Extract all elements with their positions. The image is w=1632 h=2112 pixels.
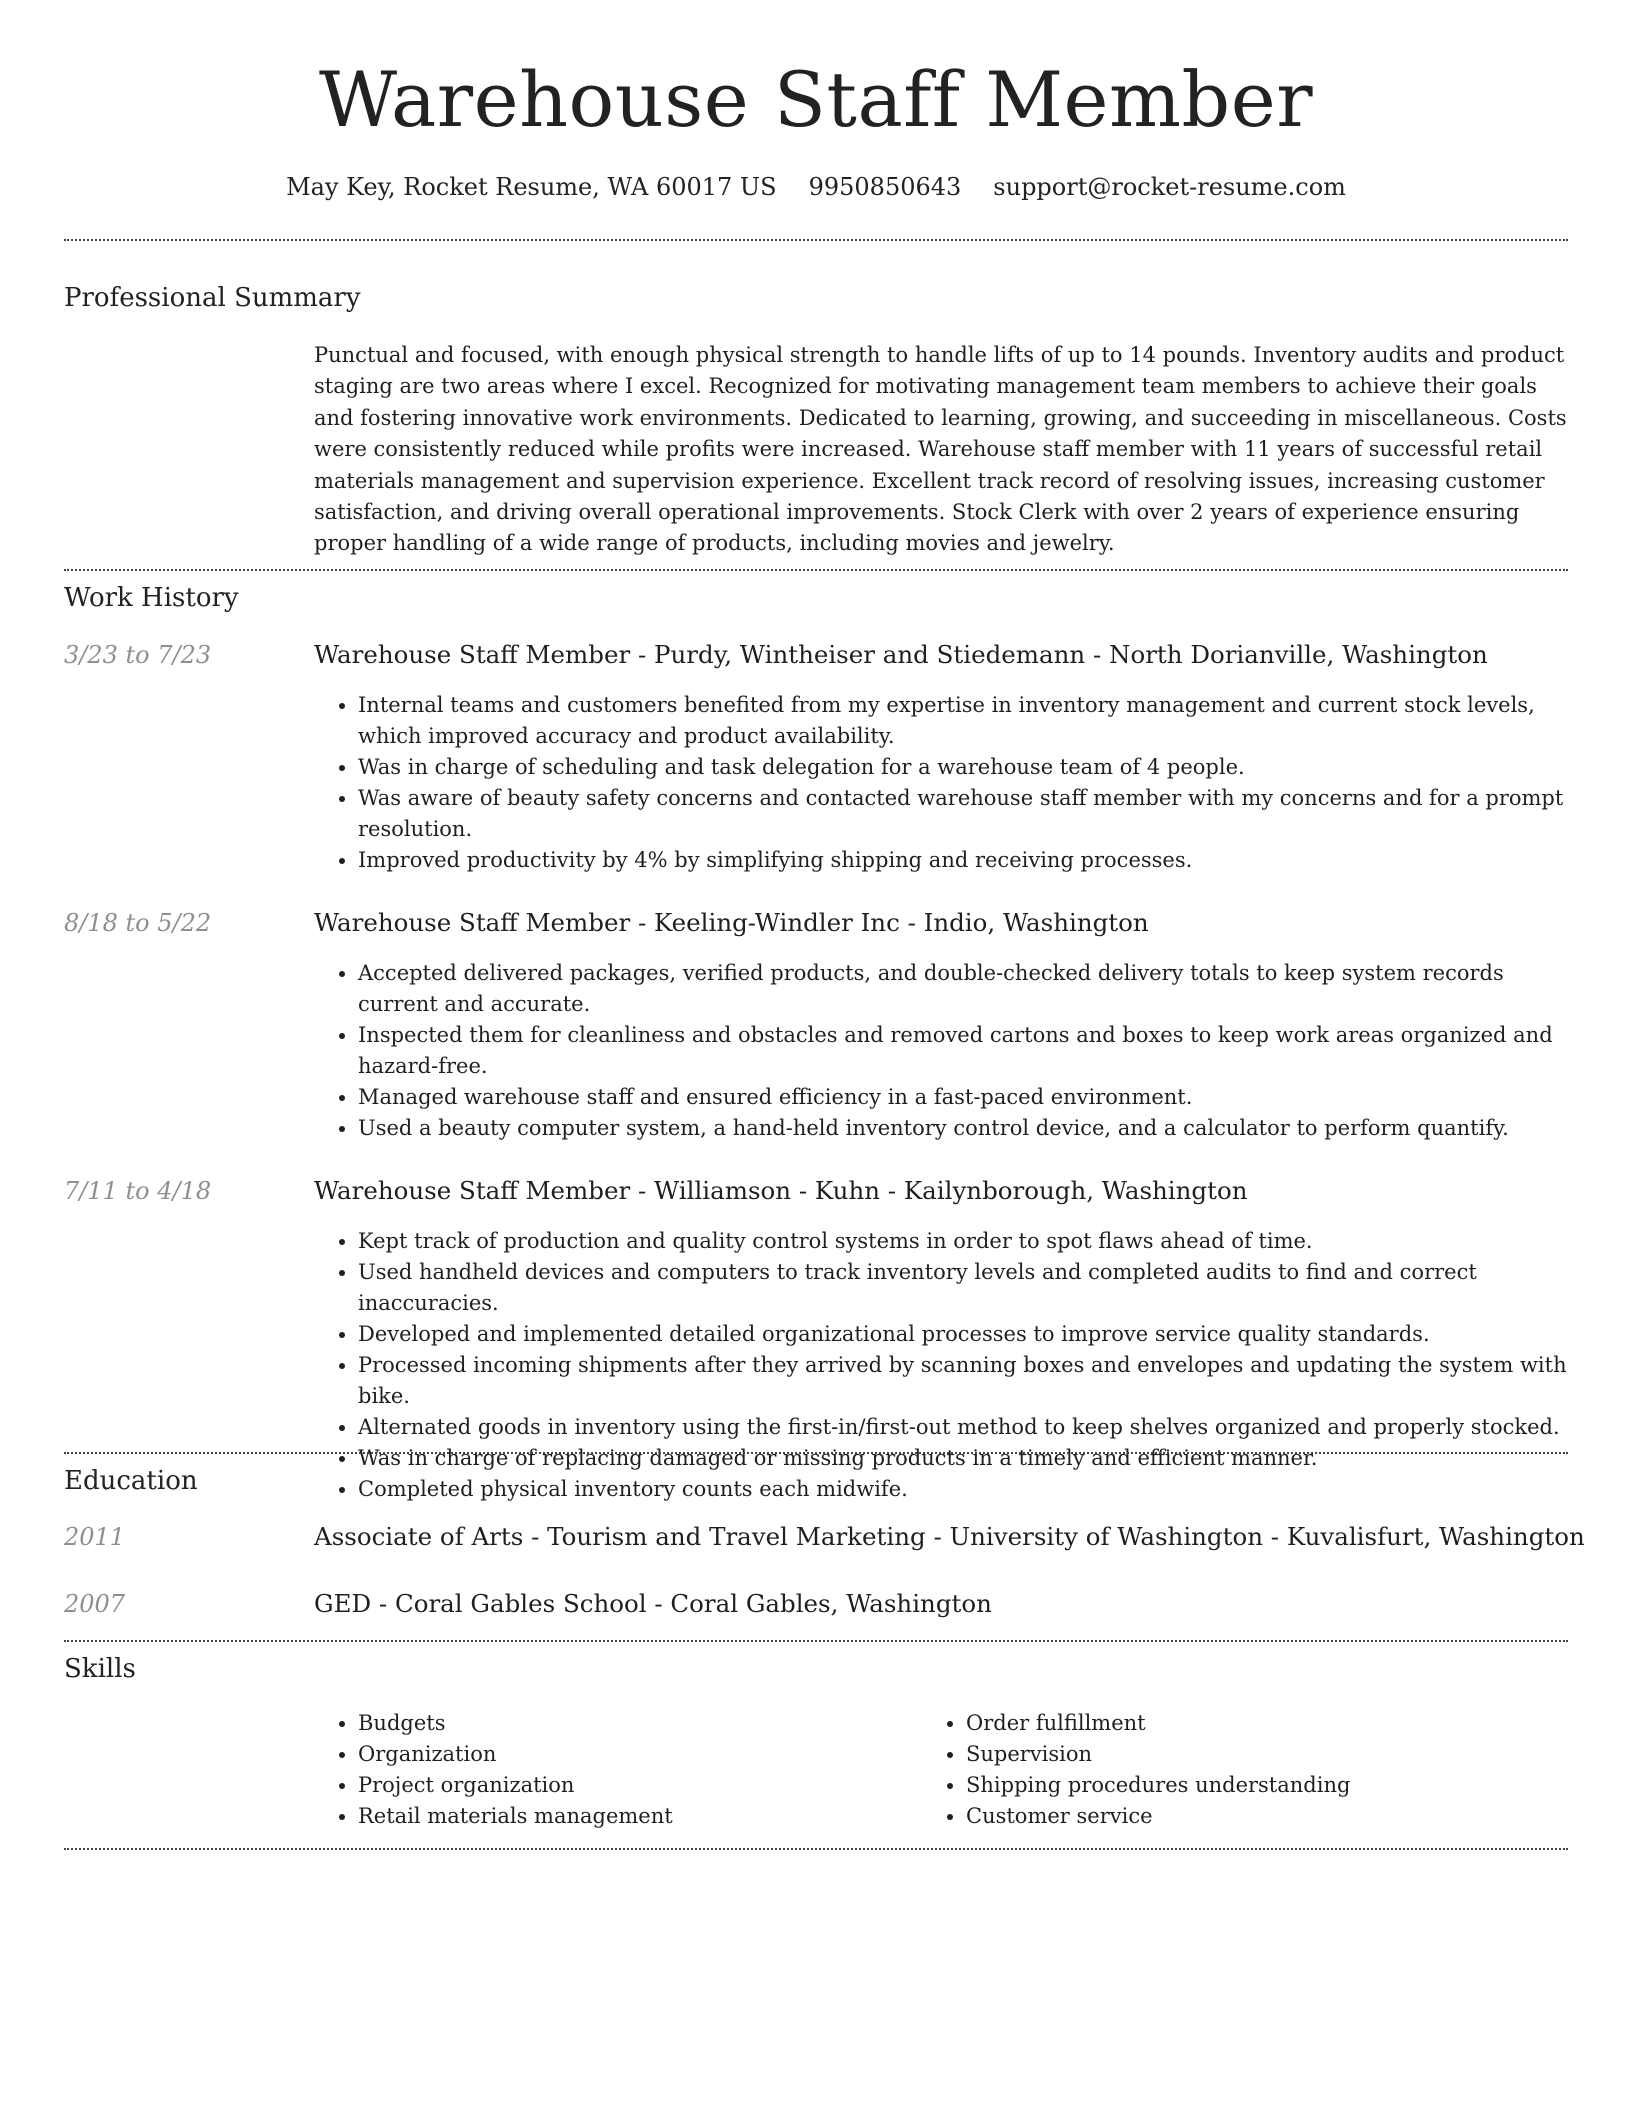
contact-email: support@rocket-resume.com <box>993 173 1346 201</box>
education-year: 2011 <box>64 1523 126 1551</box>
job-bullet: • Accepted delivered packages, verified products, and double-checked delivery totals to keep system records current and accurate. <box>358 958 1570 1020</box>
job-dates: 7/11 to 4/18 <box>64 1177 212 1205</box>
job-bullet: • Was in charge of replacing damaged or missing products in a timely and efficient manner. <box>358 1443 1570 1474</box>
job-title: Warehouse Staff Member - Keeling-Windler Inc - Indio, Washington <box>314 908 1149 937</box>
skill-item: • Shipping procedures understanding <box>966 1770 1522 1801</box>
job-title: Warehouse Staff Member - Williamson - Kuhn - Kailynborough, Washington <box>314 1176 1248 1205</box>
job-bullet: • Was in charge of scheduling and task delegation for a warehouse team of 4 people. <box>358 752 1570 783</box>
job-bullets <box>314 958 1570 1144</box>
section-divider <box>64 239 1568 241</box>
job-bullets <box>314 690 1570 876</box>
education-year: 2007 <box>64 1590 126 1618</box>
job-dates: 3/23 to 7/23 <box>64 641 212 669</box>
summary-text: Punctual and focused, with enough physical strength to handle lifts of up to 14 pounds. Inventory audits and product staging are two areas where I excel. Recognized for motivating management team members to achieve their goals and fostering innovative work environments. Dedicated to learning, growing, and succeeding in miscellaneous. Costs were consistently reduced while profits were increased. Warehouse staff member with 11 years of successful retail materials management and supervision experience. Excellent track record of resolving issues, increasing customer satisfaction, and driving overall operational improvements. Stock Clerk with over 2 years of experience ensuring proper handling of a wide range of products, including movies and jewelry. <box>314 343 1567 556</box>
skill-item: • Supervision <box>966 1739 1522 1770</box>
job-bullet: • Developed and implemented detailed organizational processes to improve service quality standards. <box>358 1319 1570 1350</box>
skills-list-right <box>922 1708 1522 1832</box>
section-divider <box>64 1640 1568 1642</box>
contact-address: May Key, Rocket Resume, WA 60017 US <box>286 173 777 201</box>
job-title: Warehouse Staff Member - Purdy, Wintheiser and Stiedemann - North Dorianville, Washington <box>314 640 1488 669</box>
job-bullet: • Internal teams and customers benefited from my expertise in inventory management and current stock levels, which improved accuracy and product availability. <box>358 690 1570 752</box>
skills-list-left <box>314 1708 914 1832</box>
section-divider <box>64 1452 1568 1454</box>
skill-item: • Budgets <box>358 1708 914 1739</box>
skill-item: • Order fulfillment <box>966 1708 1522 1739</box>
education-degree: GED - Coral Gables School - Coral Gables, Washington <box>314 1589 992 1618</box>
job-bullet: • Managed warehouse staff and ensured efficiency in a fast-paced environment. <box>358 1082 1570 1113</box>
section-title-work-history: Work History <box>64 583 239 613</box>
section-title-summary: Professional Summary <box>64 283 361 313</box>
page-title: Warehouse Staff Member <box>318 55 1314 144</box>
job-bullet: • Inspected them for cleanliness and obstacles and removed cartons and boxes to keep work areas organized and hazard-free. <box>358 1020 1570 1082</box>
section-divider <box>64 1848 1568 1850</box>
job-bullet: • Alternated goods in inventory using the first-in/first-out method to keep shelves organized and properly stocked. <box>358 1412 1570 1443</box>
skill-item: • Project organization <box>358 1770 914 1801</box>
section-divider <box>64 569 1568 571</box>
skill-item: • Organization <box>358 1739 914 1770</box>
job-bullet: • Improved productivity by 4% by simplifying shipping and receiving processes. <box>358 845 1570 876</box>
job-dates: 8/18 to 5/22 <box>64 909 212 937</box>
skill-item: • Retail materials management <box>358 1801 914 1832</box>
section-title-education: Education <box>64 1466 198 1496</box>
section-title-skills: Skills <box>64 1654 136 1684</box>
job-bullet: • Kept track of production and quality control systems in order to spot flaws ahead of time. <box>358 1226 1570 1257</box>
contact-line <box>0 170 1632 204</box>
contact-phone: 9950850643 <box>808 173 962 201</box>
job-bullet: • Processed incoming shipments after they arrived by scanning boxes and envelopes and updating the system with bike. <box>358 1350 1570 1412</box>
education-degree: Associate of Arts - Tourism and Travel Marketing - University of Washington - Kuvalisfurt, Washington <box>314 1522 1585 1551</box>
job-bullets <box>314 1226 1570 1505</box>
job-bullet: • Was aware of beauty safety concerns and contacted warehouse staff member with my concerns and for a prompt resolution. <box>358 783 1570 845</box>
job-bullet: • Used handheld devices and computers to track inventory levels and completed audits to find and correct inaccuracies. <box>358 1257 1570 1319</box>
job-bullet: • Completed physical inventory counts each midwife. <box>358 1474 1570 1505</box>
job-bullet: • Used a beauty computer system, a hand-held inventory control device, and a calculator to perform quantify. <box>358 1113 1570 1144</box>
skill-item: • Customer service <box>966 1801 1522 1832</box>
